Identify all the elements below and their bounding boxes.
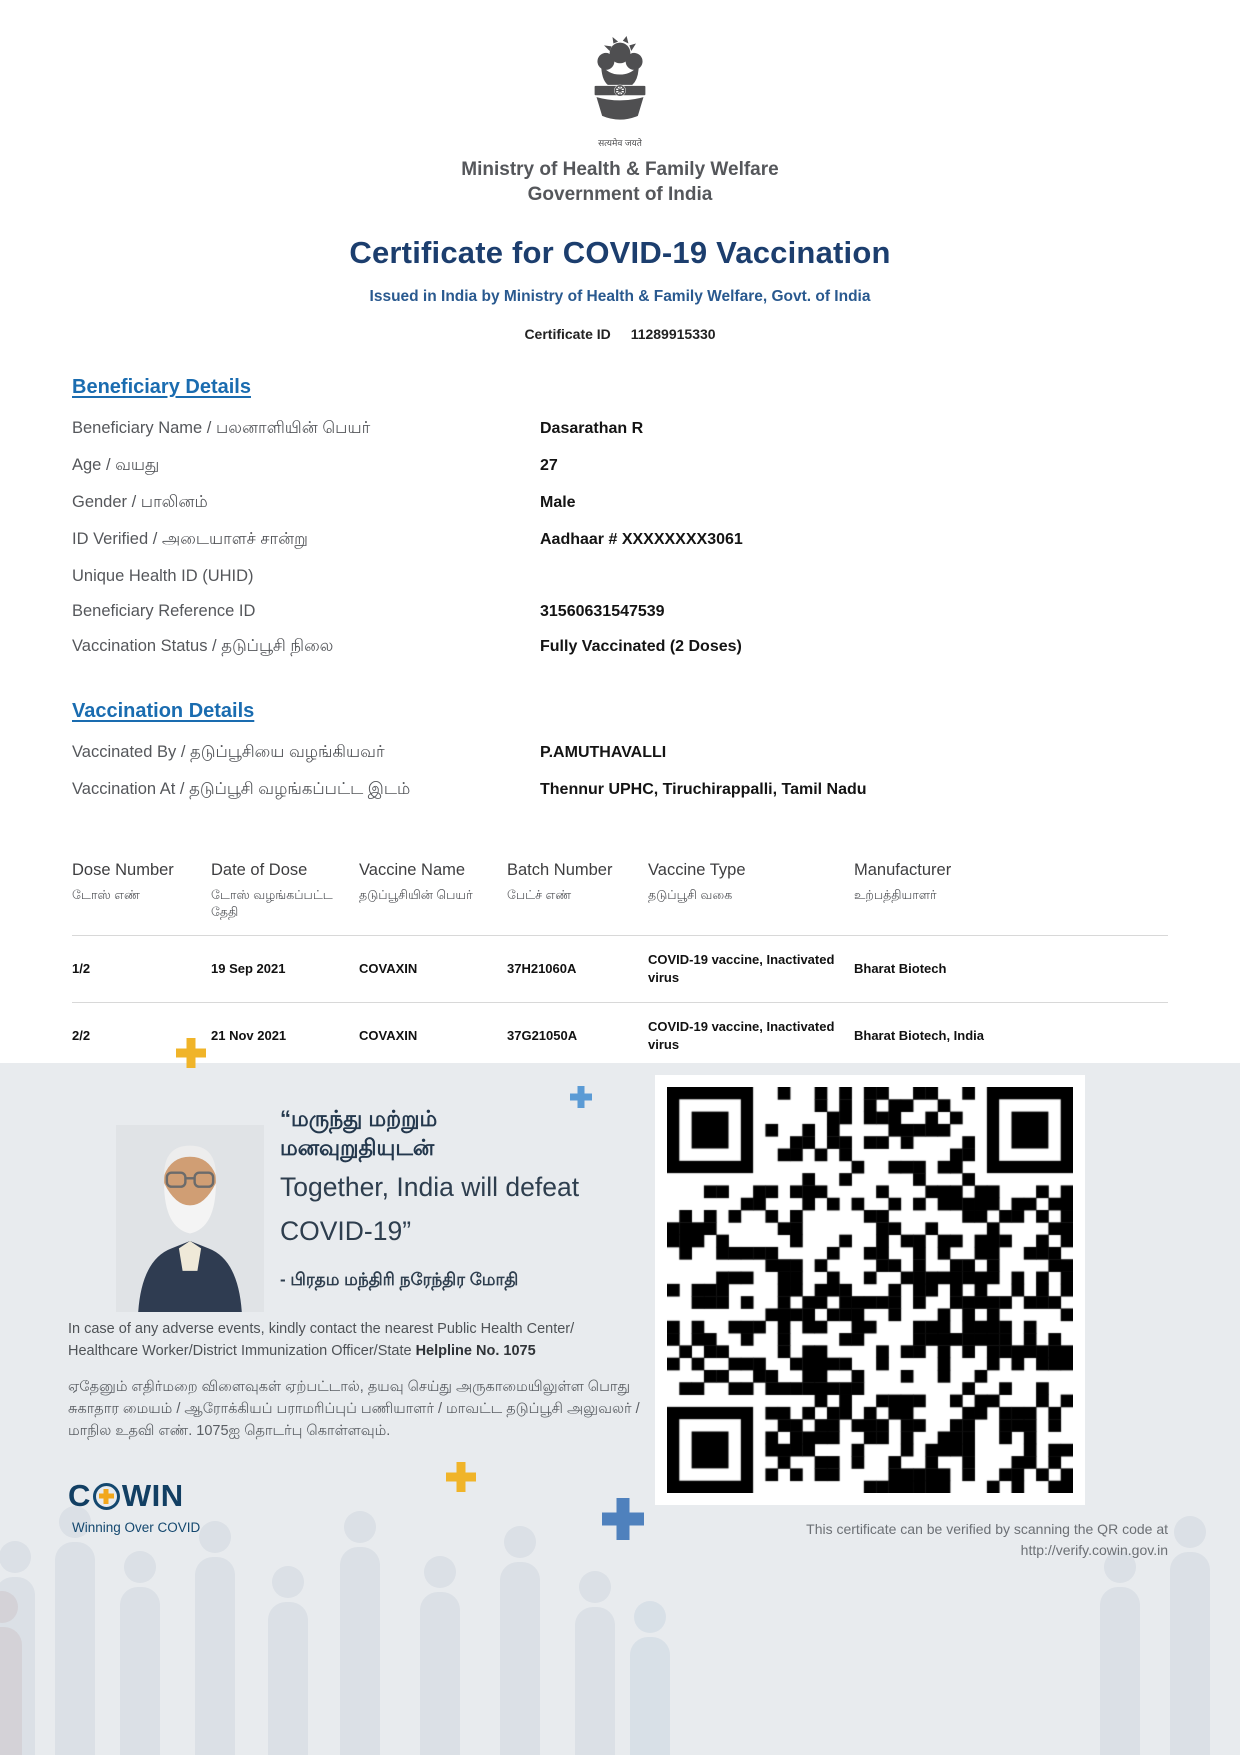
plus-decoration-blue-large-icon (602, 1498, 644, 1540)
adverse-events-block (68, 1319, 643, 1443)
cowin-logo (68, 1478, 200, 1535)
field-label: Vaccination Status / தடுப்பூசி நிலை (72, 637, 334, 656)
field-row-beneficiary-name (72, 411, 1168, 448)
pm-portrait-photo (116, 1125, 264, 1312)
dose-row-1 (72, 935, 1168, 1002)
dose-cell: Bharat Biotech, India (854, 1003, 1168, 1070)
dose-cell: 21 Nov 2021 (211, 1003, 359, 1070)
field-row-vaccinated-by (72, 735, 1168, 772)
quote-english-line1: Together, India will defeat (280, 1172, 580, 1203)
ministry-line1: Ministry of Health & Family Welfare (461, 159, 779, 180)
field-value: Dasarathan R (540, 420, 644, 438)
cowin-logo-win: WIN (121, 1478, 184, 1513)
vaccination-rows (72, 735, 1168, 809)
field-label: Vaccinated By / தடுப்பூசியை வழங்கியவர் (72, 743, 385, 762)
cowin-plus-circle-icon (93, 1483, 120, 1510)
cowin-tagline: Winning Over COVID (72, 1520, 201, 1535)
field-value: P.AMUTHAVALLI (540, 744, 667, 762)
national-emblem-icon (589, 117, 651, 134)
quote-tamil-line1: “மருந்து மற்றும் (280, 1106, 438, 1131)
qr-code-box (655, 1075, 1085, 1505)
ministry-line2: Government of India (527, 184, 713, 206)
dose-cell: 1/2 (72, 935, 211, 1002)
field-label: Unique Health ID (UHID) (72, 567, 254, 586)
dose-table-header (72, 861, 1168, 935)
dose-col-header-date: Date of Dose டோஸ் வழங்கப்பட்ட தேதி (211, 861, 333, 920)
verify-note (806, 1519, 1168, 1561)
field-row-vaccination-at (72, 772, 1168, 809)
plus-decoration-blue-small-icon (570, 1086, 592, 1108)
helpline-number: Helpline No. 1075 (415, 1342, 536, 1359)
verify-line1: This certificate can be verified by scanning the QR code at (806, 1521, 1168, 1537)
qr-code (667, 1087, 1073, 1493)
certificate-id-label: Certificate ID (524, 326, 611, 343)
field-value: Fully Vaccinated (2 Doses) (540, 638, 742, 656)
certificate-id-line (0, 326, 1240, 342)
bottom-panel (0, 1063, 1240, 1755)
dose-cell: Bharat Biotech (854, 935, 1168, 1002)
quote-attribution: - பிரதம மந்திரி நரேந்திர மோதி (280, 1269, 519, 1289)
field-label: Gender / பாலினம் (72, 493, 208, 512)
certificate-id-value: 11289915330 (630, 326, 716, 343)
field-row-age (72, 448, 1168, 485)
field-value: 27 (540, 457, 558, 475)
adverse-text-en: In case of any adverse events, kindly contact the nearest Public Health Center/ Healthcare Worker/District Immunization Officer/State Helpline No. 1075 (68, 1321, 575, 1359)
dose-table (72, 861, 1168, 1070)
dose-col-header-manufacturer: Manufacturer உற்பத்தியாளர் (854, 861, 952, 903)
section-heading-vaccination: Vaccination Details (72, 700, 255, 723)
field-value: Aadhaar # XXXXXXXX3061 (540, 531, 743, 549)
field-value: 31560631547539 (540, 603, 665, 621)
field-label: Vaccination At / தடுப்பூசி வழங்கப்பட்ட இடம் (72, 780, 411, 799)
verify-url: http://verify.cowin.gov.in (1020, 1542, 1168, 1558)
field-label: Age / வயது (72, 456, 160, 475)
plus-decoration-yellow-bottom-icon (446, 1462, 476, 1492)
quote-tamil-line2: மனவுறுதியுடன் (280, 1134, 435, 1160)
dose-col-header-vaccine-name: Vaccine Name தடுப்பூசியின் பெயர் (359, 861, 473, 903)
field-value: Male (540, 494, 576, 512)
field-value: Thennur UPHC, Tiruchirappalli, Tamil Nadu (540, 781, 867, 799)
adverse-text-ta: ஏதேனும் எதிர்மறை விளைவுகள் ஏற்பட்டால், தயவு செய்து அருகாமையிலுள்ள பொது சுகாதார மையம் / ஆரோக்கியப் பராமரிப்புப் பணியாளர் / மாவட்ட தடுப்பூசி அலுவலர் / மாநில உதவி எண். 1075ஐ தொடர்பு கொள்ளவும். (68, 1378, 640, 1440)
beneficiary-rows (72, 411, 1168, 666)
dose-cell: 2/2 (72, 1003, 211, 1070)
field-label: Beneficiary Reference ID (72, 602, 256, 621)
quote-english-line2: COVID-19” (280, 1215, 412, 1246)
field-label: Beneficiary Name / பலனாளியின் பெயர் (72, 419, 371, 438)
field-row-id-verified (72, 522, 1168, 559)
field-row-reference-id (72, 594, 1168, 629)
dose-row-2 (72, 1003, 1168, 1070)
plus-decoration-yellow-top-icon (176, 1038, 206, 1068)
certificate-title: Certificate for COVID-19 Vaccination (349, 235, 891, 271)
dose-cell: COVAXIN (359, 1003, 507, 1070)
dose-col-header-type: Vaccine Type தடுப்பூசி வகை (648, 861, 746, 903)
field-row-vaccination-status (72, 629, 1168, 666)
emblem-motto: सत्यमेव जयते (598, 138, 642, 148)
dose-col-header-batch: Batch Number பேட்ச் எண் (507, 861, 613, 903)
header-emblem (0, 0, 1240, 149)
dose-cell: COVID-19 vaccine, Inactivated virus (648, 935, 854, 1002)
cowin-logo-c: C (68, 1478, 91, 1513)
dose-cell: COVID-19 vaccine, Inactivated virus (648, 1003, 854, 1070)
dose-cell: 37G21050A (507, 1003, 648, 1070)
dose-cell: COVAXIN (359, 935, 507, 1002)
dose-cell: 37H21060A (507, 935, 648, 1002)
dose-cell: 19 Sep 2021 (211, 935, 359, 1002)
ministry-title (0, 157, 1240, 207)
field-label: ID Verified / அடையாளச் சான்று (72, 530, 308, 549)
field-row-gender (72, 485, 1168, 522)
dose-col-header-dose-number: Dose Number டோஸ் எண் (72, 861, 174, 903)
pm-quote-block (280, 1105, 640, 1292)
section-heading-beneficiary: Beneficiary Details (72, 376, 251, 399)
certificate-subtitle: Issued in India by Ministry of Health & Family Welfare, Govt. of India (369, 288, 871, 306)
field-row-uhid (72, 559, 1168, 594)
